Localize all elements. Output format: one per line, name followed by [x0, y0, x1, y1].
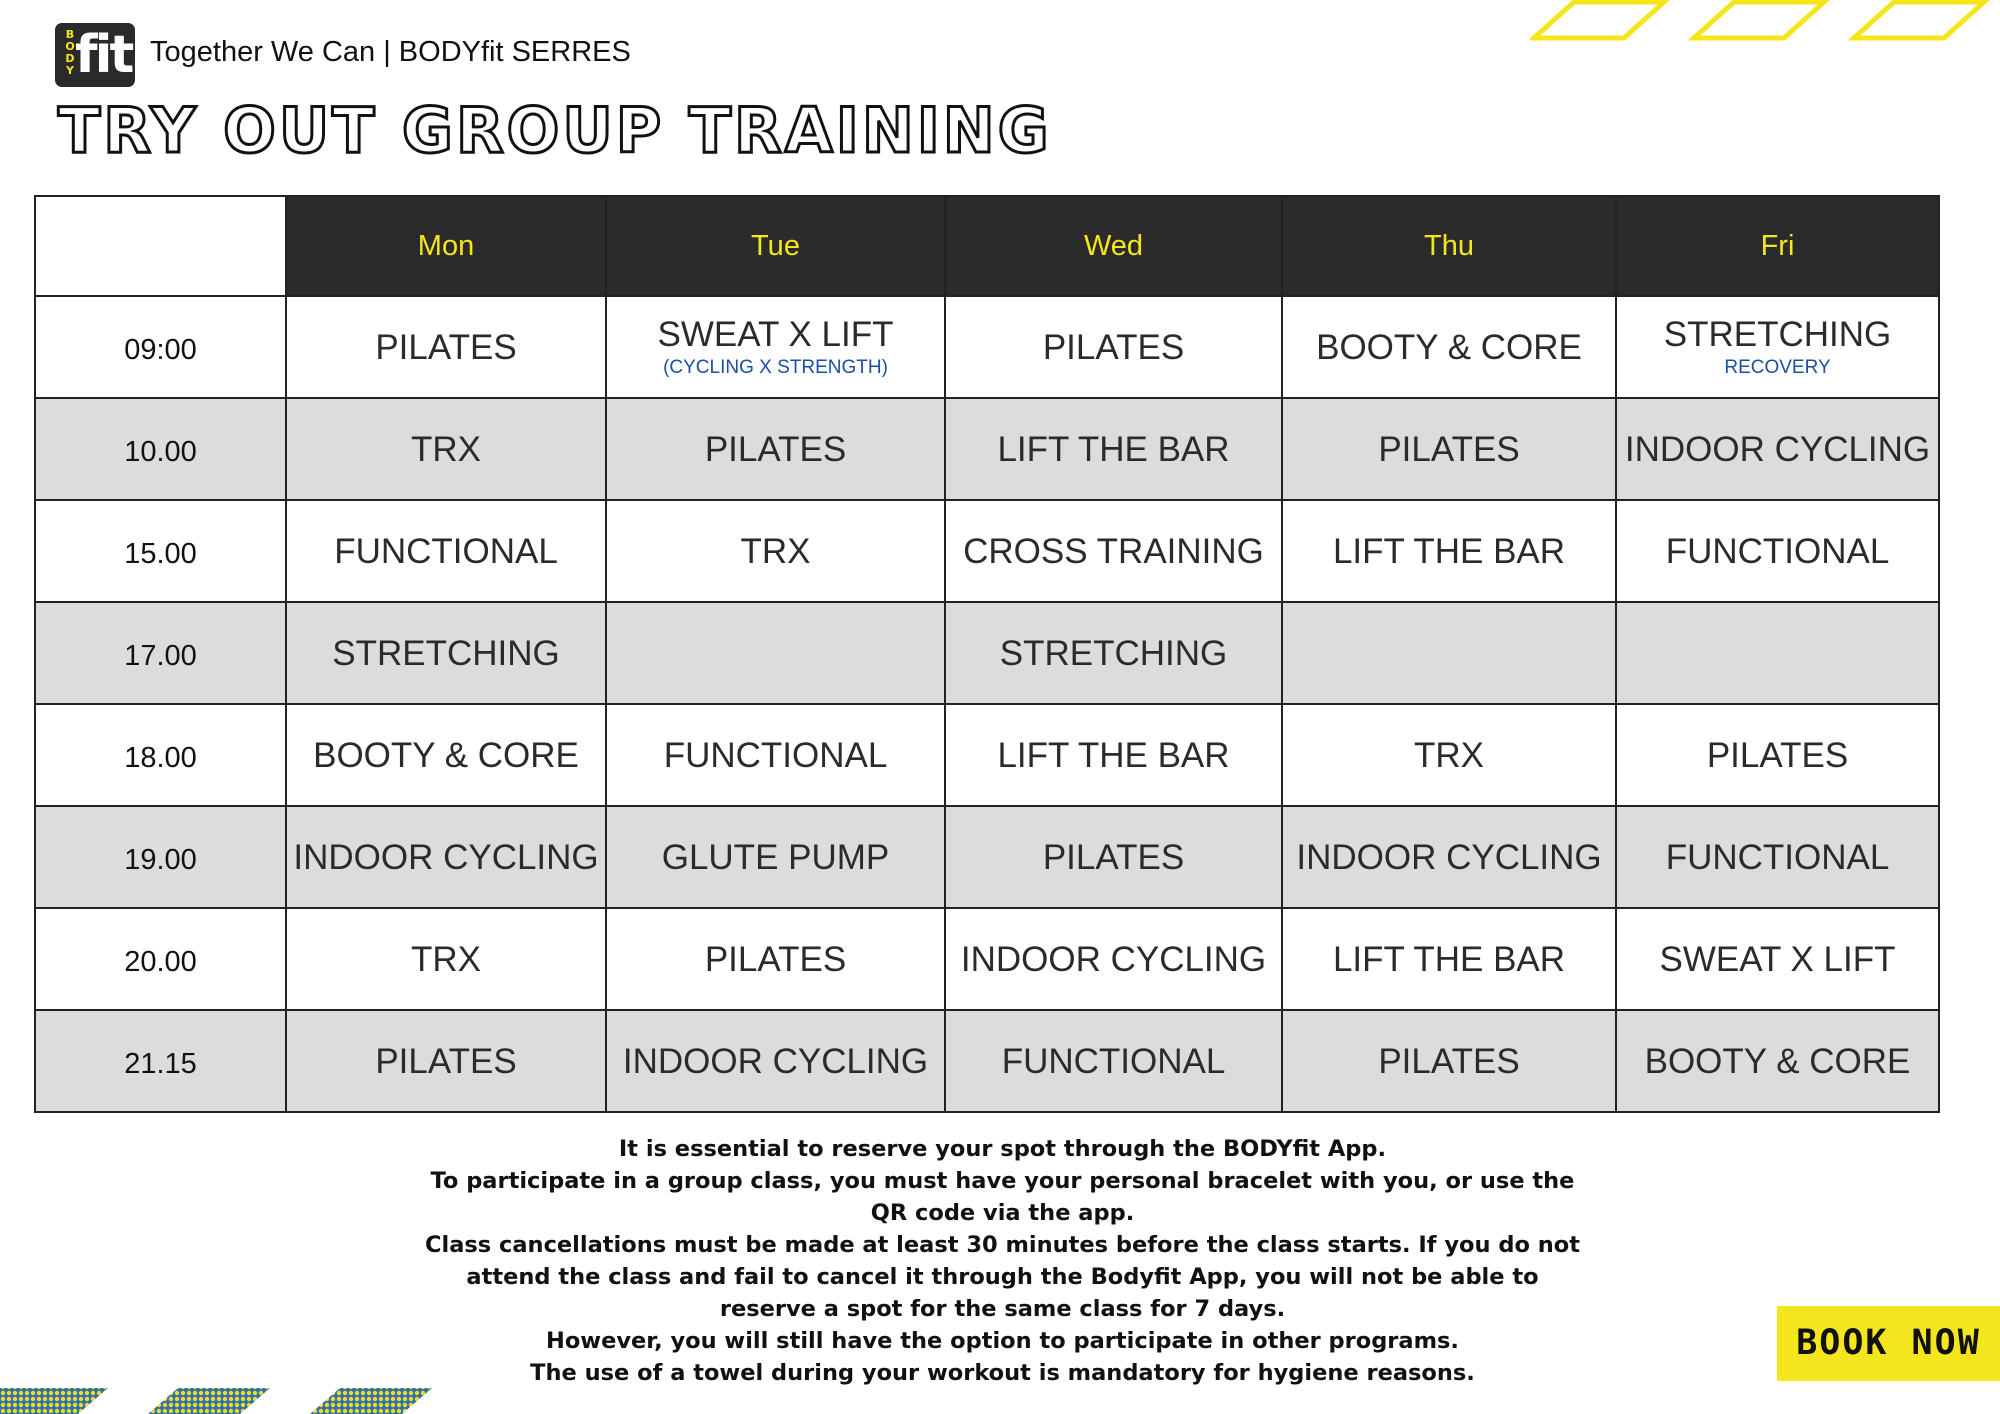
class-name: LIFT THE BAR	[997, 429, 1230, 469]
class-name: BOOTY & CORE	[1316, 327, 1582, 367]
class-cell	[286, 398, 606, 500]
class-cell	[945, 1010, 1282, 1112]
class-cell	[606, 398, 945, 500]
decorative-dotted-stripes-bottom	[0, 1384, 440, 1414]
class-cell	[945, 704, 1282, 806]
class-name: PILATES	[704, 429, 847, 469]
class-name: STRETCHING	[1663, 315, 1892, 354]
reservation-notes	[415, 1133, 1590, 1389]
table-row	[35, 296, 1939, 398]
book-now-button[interactable]: BOOK NOW	[1777, 1306, 2000, 1381]
class-name: PILATES	[1378, 429, 1520, 469]
time-slot: 20.00	[35, 908, 286, 1010]
day-header-thu: Thu	[1282, 196, 1616, 296]
class-cell	[606, 704, 945, 806]
table-row	[35, 602, 1939, 704]
class-cell	[1282, 500, 1616, 602]
class-name: INDOOR CYCLING	[293, 837, 599, 877]
day-header-wed: Wed	[945, 196, 1282, 296]
class-cell	[945, 806, 1282, 908]
class-name: FUNCTIONAL	[1665, 837, 1890, 877]
class-name: SWEAT X LIFT	[1659, 939, 1896, 979]
class-cell	[286, 296, 606, 398]
table-row	[35, 704, 1939, 806]
class-cell	[286, 1010, 606, 1112]
class-cell	[1616, 296, 1939, 398]
class-name: PILATES	[375, 1041, 517, 1081]
page-title: TRY OUT GROUP TRAINING	[58, 94, 1052, 167]
class-name: STRETCHING	[332, 633, 560, 673]
class-cell	[286, 500, 606, 602]
class-cell	[1616, 500, 1939, 602]
class-cell	[286, 806, 606, 908]
class-name: PILATES	[1042, 837, 1185, 877]
class-subtitle: (CYCLING X STRENGTH)	[663, 357, 888, 378]
class-cell	[1282, 296, 1616, 398]
class-cell	[945, 602, 1282, 704]
table-row	[35, 398, 1939, 500]
class-name: INDOOR CYCLING	[622, 1041, 929, 1081]
class-cell	[1282, 602, 1616, 704]
class-cell	[1282, 806, 1616, 908]
class-cell	[1282, 704, 1616, 806]
decorative-stripes-top	[1530, 0, 2000, 42]
class-cell	[606, 500, 945, 602]
day-header-tue: Tue	[606, 196, 945, 296]
class-cell	[1616, 1010, 1939, 1112]
table-row	[35, 806, 1939, 908]
class-cell	[1282, 1010, 1616, 1112]
class-cell	[606, 806, 945, 908]
class-cell	[1282, 908, 1616, 1010]
class-cell	[945, 296, 1282, 398]
class-name: INDOOR CYCLING	[960, 939, 1267, 979]
note-line: Class cancellations must be made at least 30 minutes before the class starts. If you do not attend the class and fail to cancel it through the Bodyfit App, you will not be able to reserve a spot for the same class for 7 days.	[425, 1232, 1580, 1322]
class-cell	[1616, 704, 1939, 806]
table-row	[35, 1010, 1939, 1112]
note-line: The use of a towel during your workout is mandatory for hygiene reasons.	[530, 1360, 1475, 1386]
class-cell	[286, 704, 606, 806]
note-line: However, you will still have the option to participate in other programs.	[546, 1328, 1459, 1354]
schedule-corner-cell	[35, 196, 286, 296]
class-cell	[945, 908, 1282, 1010]
class-name: FUNCTIONAL	[1001, 1041, 1226, 1081]
class-cell	[606, 1010, 945, 1112]
day-header-mon: Mon	[286, 196, 606, 296]
class-cell	[1282, 398, 1616, 500]
logo-word: fit	[75, 25, 132, 85]
time-slot: 15.00	[35, 500, 286, 602]
class-cell	[945, 398, 1282, 500]
class-name: LIFT THE BAR	[997, 735, 1230, 775]
class-name: LIFT THE BAR	[1332, 939, 1566, 979]
time-slot: 21.15	[35, 1010, 286, 1112]
class-name: BOOTY & CORE	[1644, 1041, 1911, 1081]
class-schedule-table	[34, 195, 1940, 1113]
class-cell	[286, 602, 606, 704]
class-name: CROSS TRAINING	[963, 531, 1264, 571]
time-slot: 18.00	[35, 704, 286, 806]
class-name: PILATES	[1706, 735, 1849, 775]
class-name: LIFT THE BAR	[1332, 531, 1566, 571]
class-name: PILATES	[1378, 1041, 1520, 1081]
table-row	[35, 908, 1939, 1010]
class-name: FUNCTIONAL	[1665, 531, 1890, 571]
class-name: SWEAT X LIFT	[657, 315, 894, 354]
time-slot: 17.00	[35, 602, 286, 704]
schedule-header-row	[35, 196, 1939, 296]
class-cell	[1616, 602, 1939, 704]
class-name: FUNCTIONAL	[334, 531, 558, 571]
time-slot: 19.00	[35, 806, 286, 908]
class-cell	[606, 602, 945, 704]
class-name: INDOOR CYCLING	[1296, 837, 1602, 877]
table-row	[35, 500, 1939, 602]
note-line: To participate in a group class, you must have your personal bracelet with you, or use the QR code via the app.	[430, 1168, 1575, 1226]
class-cell	[945, 500, 1282, 602]
class-name: TRX	[411, 429, 481, 469]
class-cell	[606, 296, 945, 398]
class-subtitle: RECOVERY	[1724, 357, 1831, 378]
class-name: BOOTY & CORE	[313, 735, 579, 775]
class-name: TRX	[1414, 735, 1484, 775]
time-slot: 10.00	[35, 398, 286, 500]
day-header-fri: Fri	[1616, 196, 1939, 296]
time-slot: 09:00	[35, 296, 286, 398]
class-cell	[1616, 398, 1939, 500]
class-cell	[286, 908, 606, 1010]
class-name: PILATES	[1042, 327, 1185, 367]
class-name: INDOOR CYCLING	[1624, 429, 1931, 469]
class-name: PILATES	[704, 939, 847, 979]
class-name: GLUTE PUMP	[661, 837, 890, 877]
class-name: TRX	[740, 531, 811, 571]
class-name: FUNCTIONAL	[663, 735, 888, 775]
class-name: PILATES	[375, 327, 517, 367]
class-cell	[1616, 806, 1939, 908]
bodyfit-logo	[55, 23, 135, 87]
tagline: Together We Can | BODYfit SERRES	[150, 36, 631, 68]
note-line: It is essential to reserve your spot through the BODYfit App.	[618, 1136, 1387, 1162]
class-name: STRETCHING	[999, 633, 1228, 673]
class-cell	[1616, 908, 1939, 1010]
class-name: TRX	[411, 939, 481, 979]
class-cell	[606, 908, 945, 1010]
logo-letters: B O D Y	[65, 28, 75, 77]
